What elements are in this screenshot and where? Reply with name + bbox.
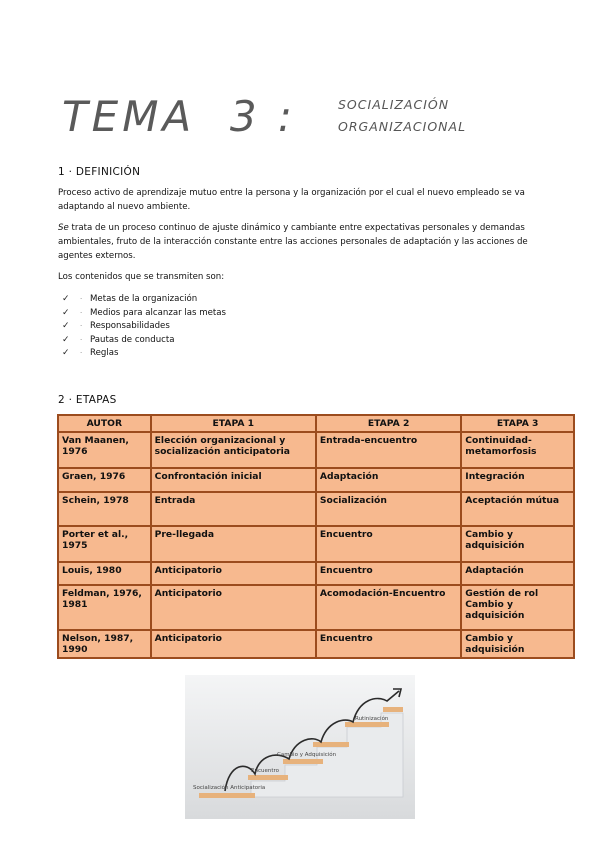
table-row [58,526,574,562]
table-cell: Adaptación [316,468,461,492]
table-cell: Schein, 1978 [58,492,151,526]
list-item [62,334,226,348]
table-header-cell: ETAPA 1 [151,415,316,432]
step-block [383,707,403,712]
table-cell: Feldman, 1976, 1981 [58,585,151,630]
section-heading-etapas: 2 · ETAPAS [58,394,117,406]
checkmark-icon: ✓ [62,334,70,345]
list-item-text: Metas de la organización [90,294,198,304]
table-cell: Integración [461,468,574,492]
paragraph-contents-intro: Los contenidos que se transmiten son: [58,272,225,282]
table-cell: Nelson, 1987, 1990 [58,630,151,658]
stairs-svg [185,675,415,819]
table-cell: Confrontación inicial [151,468,316,492]
list-item-text: Reglas [90,348,119,359]
bullet-dot-icon: · [80,322,83,331]
list-item [62,307,226,321]
table-cell: Elección organizacional y socialización anticipatoria [151,432,316,468]
bullet-dot-icon: · [80,349,83,358]
table-cell: Aceptación mútua [461,492,574,526]
checkmark-icon: ✓ [62,321,70,332]
table-cell: Van Maanen, 1976 [58,432,151,468]
title-main: TEMA 3 : [62,92,297,141]
title-subtitle [338,94,466,138]
table-cell: Acomodación-Encuentro [316,585,461,630]
table-cell: Pre-llegada [151,526,316,562]
title-subtitle-line1: SOCIALIZACIÓN [338,97,450,112]
table-header-cell: AUTOR [58,415,151,432]
table-cell: Socialización [316,492,461,526]
paragraph-process [58,222,528,263]
stages-table [57,414,575,659]
paragraph-process-lead: Se [58,223,69,233]
step-label: Socialización Anticipatoria [193,785,266,791]
table-row [58,585,574,630]
table-cell: Louis, 1980 [58,562,151,585]
list-item [62,347,226,361]
table-cell: Cambio y adquisición [461,630,574,658]
table-cell: Anticipatorio [151,585,316,630]
step-block [345,722,389,727]
list-item [62,320,226,334]
table-cell: Adaptación [461,562,574,585]
list-item-text: Pautas de conducta [90,334,175,345]
table-cell: Entrada [151,492,316,526]
table-row [58,492,574,526]
checkmark-icon: ✓ [62,348,70,359]
table-header-row [58,415,574,432]
step-block [199,793,255,798]
step-label: Encuentro [251,768,280,774]
bullet-dot-icon: · [80,308,83,317]
table-cell: Encuentro [316,562,461,585]
paragraph-process-rest: trata de un proceso continuo de ajuste dinámico y cambiante entre expectativas personales y demandas ambientales, fruto de la interacción constante entre las acciones personales de adaptación y las acciones de agentes externos. [58,223,528,261]
bullet-dot-icon: · [80,295,83,303]
table-header-cell: ETAPA 3 [461,415,574,432]
table-cell: Encuentro [316,630,461,658]
title-subtitle-line2: ORGANIZACIONAL [338,119,467,134]
table-cell: Gestión de rol Cambio y adquisición [461,585,574,630]
table-cell: Cambio y adquisición [461,526,574,562]
list-item-text: Medios para alcanzar las metas [90,307,227,318]
table-cell: Continuidad-metamorfosis [461,432,574,468]
checkmark-icon: ✓ [62,307,70,318]
step-block [313,742,349,747]
stairs-illustration [185,675,415,819]
table-cell: Porter et al., 1975 [58,526,151,562]
table-row [58,432,574,468]
checkmark-icon: ✓ [62,294,70,304]
list-item [62,293,226,307]
section-heading-definicion: 1 · DEFINICIÓN [58,166,141,178]
table-row [58,468,574,492]
table-cell: Graen, 1976 [58,468,151,492]
list-item-text: Responsabilidades [90,321,170,332]
table-cell: Anticipatorio [151,630,316,658]
step-label: Cambio y Adquisición [277,752,337,758]
bullet-dot-icon: · [80,335,83,344]
paragraph-definition: Proceso activo de aprendizaje mutuo entre la persona y la organización por el cual el nuevo empleado se va adaptando al nuevo ambiente. [58,188,525,212]
table-row [58,562,574,585]
table-header-cell: ETAPA 2 [316,415,461,432]
contents-list [62,293,226,361]
step-block [248,775,288,780]
table-cell: Anticipatorio [151,562,316,585]
step-label: Rutinización [355,716,389,722]
table-cell: Encuentro [316,526,461,562]
table-cell: Entrada-encuentro [316,432,461,468]
table-row [58,630,574,658]
